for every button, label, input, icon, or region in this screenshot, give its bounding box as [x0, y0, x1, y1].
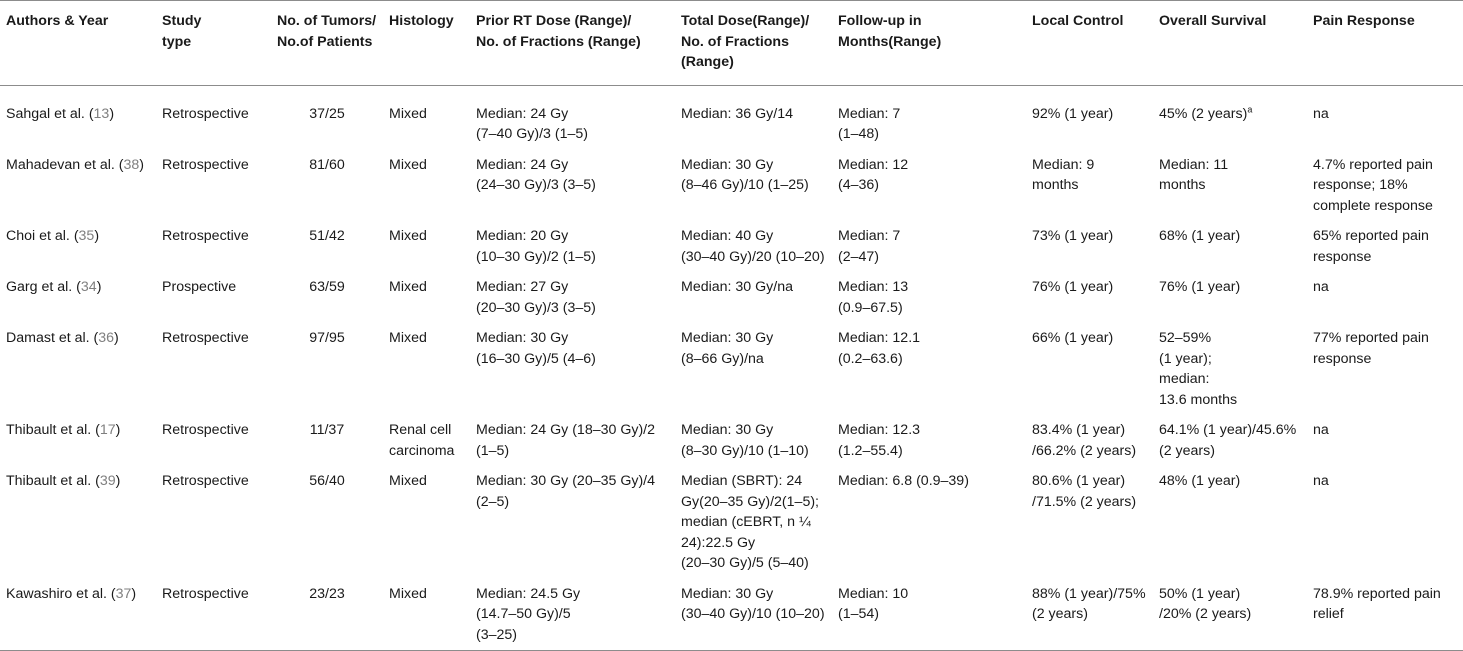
table-row [0, 466, 1463, 579]
histology-cell: Mixed [389, 330, 427, 346]
overall-survival-cell: 64.1% (1 year)/45.6% (2 years) [1159, 422, 1297, 459]
local-control-cell: 92% (1 year) [1032, 105, 1114, 122]
total-dose-cell: Median: 30 Gy (8–30 Gy)/10 (1–10) [681, 422, 809, 459]
table-row [0, 150, 1463, 222]
overall-survival-cell: Median: 11 months [1159, 156, 1229, 193]
follow-up-cell: Median: 12.3 (1.2–55.4) [838, 422, 921, 459]
tumors-patients-cell: 81/60 [309, 156, 345, 173]
pain-response-cell: 78.9% reported pain relief [1313, 585, 1441, 622]
histology-cell: Mixed [389, 279, 427, 295]
pain-response-cell: na [1313, 279, 1329, 295]
study-type-cell: Prospective [162, 279, 237, 295]
prior-rt-dose-cell: Median: 24 Gy (24–30 Gy)/3 (3–5) [476, 156, 596, 193]
author-cell: Choi et al. (35) [6, 228, 100, 244]
column-header-prior-rt-dose: Prior RT Dose (Range)/ No. of Fractions (Range) [476, 13, 641, 50]
follow-up-cell: Median: 6.8 (0.9–39) [838, 473, 969, 489]
author-cell: Sahgal et al. (13) [6, 105, 115, 122]
reference-link[interactable]: 13 [93, 105, 110, 122]
tumors-patients-cell: 63/59 [309, 279, 345, 295]
author-cell: Thibault et al. (17) [6, 422, 121, 438]
column-header-tumors-patients: No. of Tumors/ No.of Patients [277, 13, 377, 50]
header-row [0, 1, 1463, 86]
table-row [0, 221, 1463, 272]
histology-cell: Mixed [389, 228, 427, 244]
follow-up-cell: Median: 12 (4–36) [838, 156, 909, 193]
column-header-follow-up: Follow-up in Months(Range) [838, 13, 942, 50]
author-cell: Kawashiro et al. (37) [6, 585, 137, 602]
column-header-study-type: Study type [162, 13, 202, 50]
total-dose-cell: Median: 30 Gy (30–40 Gy)/10 (10–20) [681, 585, 825, 622]
follow-up-cell: Median: 7 (2–47) [838, 228, 901, 265]
reference-link[interactable]: 35 [78, 228, 95, 244]
follow-up-cell: Median: 7 (1–48) [838, 105, 901, 142]
reference-link[interactable]: 39 [99, 473, 116, 489]
local-control-cell: 73% (1 year) [1032, 228, 1114, 244]
total-dose-cell: Median: 30 Gy/na [681, 279, 793, 295]
prior-rt-dose-cell: Median: 24.5 Gy (14.7–50 Gy)/5 (3–25) [476, 585, 581, 643]
follow-up-cell: Median: 12.1 (0.2–63.6) [838, 330, 921, 367]
local-control-cell: 83.4% (1 year) /66.2% (2 years) [1032, 422, 1137, 459]
tumors-patients-cell: 11/37 [309, 422, 345, 438]
author-cell: Thibault et al. (39) [6, 473, 121, 489]
prior-rt-dose-cell: Median: 30 Gy (20–35 Gy)/4 (2–5) [476, 473, 656, 510]
tumors-patients-cell: 97/95 [309, 330, 345, 346]
histology-cell: Mixed [389, 585, 427, 602]
local-control-cell: 80.6% (1 year) /71.5% (2 years) [1032, 473, 1137, 510]
follow-up-cell: Median: 13 (0.9–67.5) [838, 279, 909, 316]
column-header-total-dose: Total Dose(Range)/ No. of Fractions (Range) [681, 13, 810, 70]
overall-survival-cell: 50% (1 year) /20% (2 years) [1159, 585, 1252, 622]
column-header-authors: Authors & Year [6, 13, 109, 29]
pain-response-cell: na [1313, 422, 1329, 438]
tumors-patients-cell: 37/25 [309, 105, 345, 122]
column-header-histology: Histology [389, 13, 454, 29]
pain-response-cell: 77% reported pain response [1313, 330, 1429, 367]
study-type-cell: Retrospective [162, 422, 249, 438]
local-control-cell: 88% (1 year)/75% (2 years) [1032, 585, 1146, 622]
tumors-patients-cell: 23/23 [309, 585, 345, 602]
prior-rt-dose-cell: Median: 24 Gy (18–30 Gy)/2 (1–5) [476, 422, 656, 459]
study-type-cell: Retrospective [162, 473, 249, 489]
prior-rt-dose-cell: Median: 20 Gy (10–30 Gy)/2 (1–5) [476, 228, 596, 265]
table-row [0, 323, 1463, 415]
study-type-cell: Retrospective [162, 105, 249, 122]
tumors-patients-cell: 56/40 [309, 473, 345, 489]
local-control-cell: 76% (1 year) [1032, 279, 1114, 295]
total-dose-cell: Median: 30 Gy (8–66 Gy)/na [681, 330, 774, 367]
author-cell: Garg et al. (34) [6, 279, 102, 295]
column-header-local-control: Local Control [1032, 13, 1124, 29]
study-type-cell: Retrospective [162, 228, 249, 244]
reference-link[interactable]: 37 [115, 585, 132, 602]
table-row [0, 415, 1463, 466]
prior-rt-dose-cell: Median: 24 Gy (7–40 Gy)/3 (1–5) [476, 105, 588, 142]
pain-response-cell: 65% reported pain response [1313, 228, 1429, 265]
footnote-marker: a [1247, 103, 1253, 114]
pain-response-cell: na [1313, 105, 1329, 122]
study-type-cell: Retrospective [162, 585, 249, 602]
local-control-cell: 66% (1 year) [1032, 330, 1114, 346]
overall-survival-cell: 68% (1 year) [1159, 228, 1241, 244]
reference-link[interactable]: 38 [123, 156, 140, 173]
overall-survival-cell: 52–59% (1 year); median: 13.6 months [1159, 330, 1238, 408]
study-type-cell: Retrospective [162, 330, 249, 346]
total-dose-cell: Median (SBRT): 24 Gy(20–35 Gy)/2(1–5); median (cEBRT, n ¼ 24):22.5 Gy (20–30 Gy)/5 (5–40) [681, 473, 819, 571]
prior-rt-dose-cell: Median: 30 Gy (16–30 Gy)/5 (4–6) [476, 330, 596, 367]
reference-link[interactable]: 34 [80, 279, 97, 295]
histology-cell: Mixed [389, 473, 427, 489]
column-header-overall-survival: Overall Survival [1159, 13, 1267, 29]
table-row [0, 272, 1463, 323]
total-dose-cell: Median: 40 Gy (30–40 Gy)/20 (10–20) [681, 228, 825, 265]
overall-survival-cell: 45% (2 years)$^a$ [1159, 103, 1253, 122]
histology-cell: Mixed [389, 156, 427, 173]
reference-link[interactable]: 17 [99, 422, 116, 438]
table-row [0, 579, 1463, 651]
table-row [0, 85, 1463, 150]
author-cell: Mahadevan et al. (38) [6, 156, 145, 173]
local-control-cell: Median: 9 months [1032, 156, 1095, 193]
overall-survival-cell: 48% (1 year) [1159, 473, 1241, 489]
follow-up-cell: Median: 10 (1–54) [838, 585, 909, 622]
author-cell: Damast et al. (36) [6, 330, 119, 346]
column-header-pain-response: Pain Response [1313, 13, 1415, 29]
reference-link[interactable]: 36 [98, 330, 115, 346]
overall-survival-cell: 76% (1 year) [1159, 279, 1241, 295]
pain-response-cell: 4.7% reported pain response; 18% complete response [1313, 156, 1433, 214]
total-dose-cell: Median: 30 Gy (8–46 Gy)/10 (1–25) [681, 156, 809, 193]
histology-cell: Mixed [389, 105, 427, 122]
prior-rt-dose-cell: Median: 27 Gy (20–30 Gy)/3 (3–5) [476, 279, 596, 316]
pain-response-cell: na [1313, 473, 1329, 489]
tumors-patients-cell: 51/42 [309, 228, 345, 244]
total-dose-cell: Median: 36 Gy/14 [681, 105, 793, 122]
histology-cell: Renal cell carcinoma [389, 422, 455, 459]
study-type-cell: Retrospective [162, 156, 249, 173]
